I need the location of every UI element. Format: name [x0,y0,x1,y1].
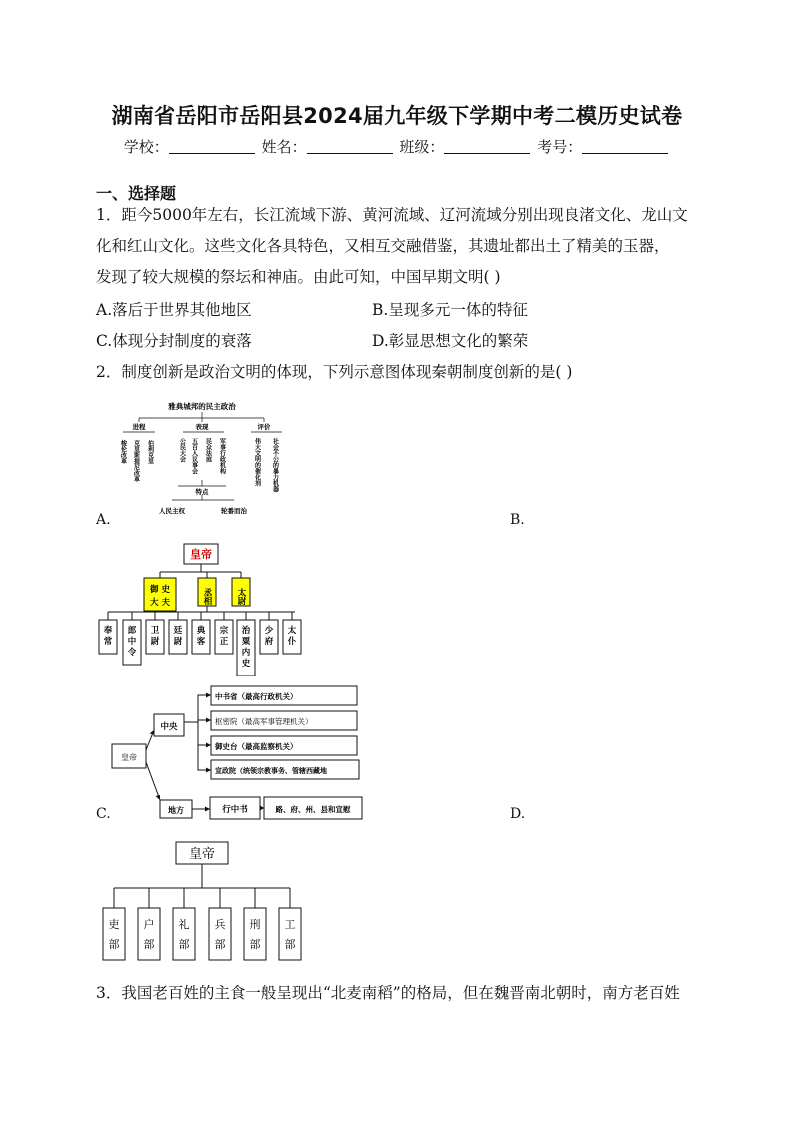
diagram-b-top-part: 大 夫 [150,598,170,608]
diagram-c-central-item: 中书省（最高行政机关） [215,692,298,701]
q1-line: 发现了较大规模的祭坛和神庙。由此可知，中国早期文明( ) [96,268,501,286]
diagram-b-minister: 廷尉 [173,626,183,647]
diagram-a-head: 进程 [132,423,146,431]
diagram-d-ministry-box [138,908,160,960]
q2-label-b[interactable]: B. [510,512,525,528]
diagram-a-show-item: 民众法庭 [204,438,212,462]
question-3-stem: 3．我国老百姓的主食一般呈现出“北麦南稻”的格局，但在魏晋南北朝时，南方老百姓 [96,984,680,1002]
diagram-c-yuan[interactable] [110,684,366,822]
diagram-a-head: 表现 [195,423,209,431]
exam-title: 湖南省岳阳市岳阳县2024届九年级下学期中考二模历史试卷 [111,104,683,128]
question-2-stem: 2．制度创新是政治文明的体现，下列示意图体现秦朝制度创新的是( ) [96,363,573,381]
q1-line: 化和红山文化。这些文化各具特色，又相互交融借鉴，其遗址都出土了精美的玉器， [96,237,670,255]
diagram-a-head: 评价 [257,423,271,431]
class-label: 班级： [399,138,445,156]
diagram-a-process-item: 伯利克里 [146,440,154,464]
q2-label-c[interactable]: C. [96,806,111,822]
diagram-c-central-item: 枢密院（最高军事管理机关） [215,717,313,726]
q2-label-a[interactable]: A. [96,512,111,528]
diagram-b-minister: 郎中令 [127,626,137,658]
diagram-a-show-item: 军事行政机构 [218,438,226,474]
name-label: 姓名： [261,138,307,156]
diagram-a-feature-item: 人民主权 [159,507,185,515]
diagram-a-athens[interactable] [112,398,292,518]
diagram-c-central-item: 御史台（最高监察机关） [215,742,298,751]
diagram-d-ministry: 刑部 [249,918,261,951]
diagram-a-evaluate-item: 社会不公的暴力机器 [271,438,279,492]
class-field[interactable] [444,139,530,154]
diagram-a-feature-item: 轮番而治 [221,507,247,515]
diagram-a-title: 雅典城邦的民主政治 [168,402,236,411]
diagram-b-minister: 太仆 [287,626,297,647]
number-label: 考号： [537,138,583,156]
q1-option-d[interactable]: D.彰显思想文化的繁荣 [372,332,529,350]
diagram-a-process-item: 克里斯提尼改革 [132,440,140,482]
diagram-d-ministry-box [279,908,301,960]
diagram-d-ministry-box [103,908,125,960]
diagram-d-ministry: 礼部 [178,918,190,951]
diagram-d-ministry: 户部 [143,918,155,951]
diagram-b-top-part: 御 史 [150,585,170,595]
diagram-c-emperor: 皇帝 [121,753,137,762]
diagram-d-ministry-box [173,908,195,960]
diagram-a-evaluate-item: 伟大文明的催化剂 [253,438,261,486]
q1-option-c[interactable]: C.体现分封制度的衰落 [96,332,252,350]
diagram-d-ministry: 兵部 [214,918,226,951]
diagram-c-lower: 路、府、州、县和宣慰 [275,805,351,814]
diagram-d-six-ministries[interactable] [96,838,310,968]
number-field[interactable] [582,139,668,154]
diagram-b-top: 太尉 [236,588,246,605]
diagram-b-minister: 治粟内史 [241,626,251,669]
diagram-c-central: 中央 [160,722,178,732]
school-field[interactable] [169,139,255,154]
diagram-a-show-item: 五百人议事会 [190,438,198,474]
diagram-a-process-item: 梭伦改革 [119,440,127,464]
diagram-d-ministry-box [209,908,231,960]
diagram-b-minister: 卫尉 [150,626,160,647]
diagram-c-central-item: 宣政院（统领宗教事务、管辖西藏地 [215,767,327,775]
diagram-d-ministry: 吏部 [108,918,120,951]
diagram-b-minister: 典客 [196,626,206,647]
diagram-d-ministry-box [244,908,266,960]
diagram-d-ministry: 工部 [284,918,296,951]
q1-line: 1．距今5000年左右，长江流域下游、黄河流域、辽河流域分别出现良渚文化、龙山文 [96,206,688,224]
q1-option-a[interactable]: A.落后于世界其他地区 [96,301,252,319]
question-1 [96,200,698,293]
student-info-line [0,136,794,157]
name-field[interactable] [307,139,393,154]
diagram-c-local: 地方 [168,806,184,815]
diagram-b-top: 丞相 [202,588,212,605]
q1-option-b[interactable]: B.呈现多元一体的特征 [372,301,528,319]
diagram-a-feature: 特点 [195,488,209,496]
section-heading: 一、选择题 [96,184,177,203]
diagram-b-minister: 宗正 [219,626,229,647]
diagram-b-emperor: 皇帝 [190,548,212,561]
school-label: 学校： [123,138,169,156]
diagram-b-minister: 奉常 [103,626,113,647]
diagram-a-show-item: 公民大会 [178,438,186,462]
diagram-b-minister: 少府 [264,626,274,647]
diagram-d-emperor: 皇帝 [188,847,216,862]
diagram-c-province: 行中书 [222,805,248,815]
diagram-b-qin[interactable] [96,540,308,676]
q2-label-d[interactable]: D. [510,806,526,822]
